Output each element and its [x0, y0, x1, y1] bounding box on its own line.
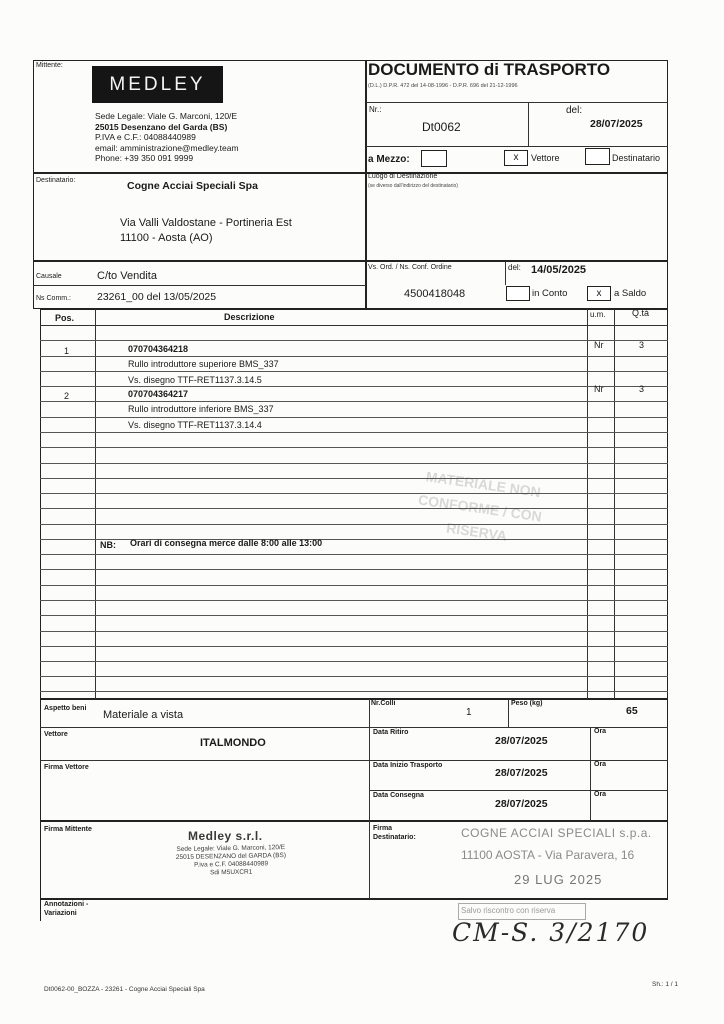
colli-value: 1: [466, 707, 472, 718]
company-stamp-name: Medley s.r.l.: [188, 829, 263, 843]
doc-title: DOCUMENTO di TRASPORTO: [368, 60, 611, 79]
order-number: 4500418048: [404, 288, 466, 300]
sender-line: Sede Legale: Viale G. Marconi, 120/E: [95, 111, 238, 121]
doc-number-label: Nr.:: [369, 105, 382, 114]
table-rule-line: [40, 691, 668, 692]
peso-label: Peso (kg): [511, 700, 543, 707]
company-stamp: [146, 844, 317, 879]
footer-sheet-number: Sh.: 1 / 1: [652, 981, 679, 988]
column-header-um: u.m.: [590, 310, 606, 319]
causale-value: C/to Vendita: [97, 270, 157, 282]
item-unit: Nr: [594, 340, 604, 350]
vettore-checkbox[interactable]: x: [504, 150, 528, 166]
vettore-value: ITALMONDO: [200, 737, 266, 749]
colli-label: Nr.Colli: [371, 700, 396, 707]
recipient-label: Destinatario:: [36, 177, 76, 184]
table-rule-line: [40, 600, 668, 601]
annotazioni-label: Annotazioni - Variazioni: [44, 901, 89, 917]
company-stamp-line: 25015 DESENZANO del GARDA (BS): [175, 852, 287, 861]
firma-destinatario-label: Firma Destinatario:: [373, 825, 416, 841]
table-rule-line: [40, 478, 668, 479]
a-saldo-checkbox[interactable]: x: [587, 286, 611, 301]
table-rule-line: [40, 371, 668, 372]
doc-law-reference: (D.L.) D.P.R. 472 del 14-08-1996 - D.P.R. 696 del 21-12-1996: [368, 83, 518, 89]
item-position: 2: [64, 391, 70, 401]
sender-line: 25015 Desenzano del Garda (BS): [95, 121, 228, 132]
ora-label: Ora: [594, 791, 607, 798]
mezzo-mittente-checkbox[interactable]: [421, 150, 447, 167]
doc-date: 28/07/2025: [590, 118, 643, 130]
table-rule-line: [40, 386, 668, 387]
item-unit: Nr: [594, 384, 604, 394]
consegna-label: Data Consegna: [373, 792, 424, 799]
item-quantity: 3: [639, 384, 645, 394]
ora-label: Ora: [594, 728, 607, 735]
commessa-value: 23261_00 del 13/05/2025: [97, 291, 217, 303]
nb-delivery-hours: Orari di consegna merce dalle 8:00 alle 13:00: [130, 538, 323, 548]
aspetto-value: Materiale a vista: [103, 709, 184, 721]
column-header-pos: Pos.: [55, 313, 75, 323]
handwritten-note: CM-S. 3/2170: [452, 918, 650, 947]
company-logo: MEDLEY: [92, 66, 223, 103]
firma-vettore-label: Firma Vettore: [44, 764, 89, 771]
table-rule-line: [40, 646, 668, 647]
table-rule-line: [40, 356, 668, 357]
destinatario-checkbox[interactable]: [585, 148, 610, 165]
table-rule-line: [40, 661, 668, 662]
table-rule-line: [40, 417, 668, 418]
table-rule-line: [40, 676, 668, 677]
table-rule-line: [40, 401, 668, 402]
sender-line: P.IVA e C.F.: 04088440989: [95, 132, 196, 142]
destination-label: Luogo di Destinazione: [368, 173, 438, 180]
receiver-stamp-date: 29 LUG 2025: [514, 872, 603, 887]
table-rule-line: [40, 432, 668, 433]
item-description: Rullo introduttore inferiore BMS_337: [128, 404, 274, 414]
table-rule-line: [40, 585, 668, 586]
column-header-qty: Q.tà: [632, 308, 650, 318]
receiver-stamp-address: 11100 AOSTA - Via Paravera, 16: [461, 848, 635, 862]
sender-label: Mittente:: [36, 62, 63, 69]
table-rule-line: [40, 447, 668, 448]
ritiro-value: 28/07/2025: [495, 735, 548, 747]
a-saldo-label: a Saldo: [614, 288, 647, 299]
company-stamp-line: P.iva e C.F. 04088440989: [194, 860, 269, 869]
inizio-trasporto-value: 28/07/2025: [495, 767, 548, 779]
column-header-description: Descrizione: [224, 312, 275, 322]
ora-label: Ora: [594, 761, 607, 768]
receiver-stamp-note: Salvo riscontro con riserva: [461, 906, 556, 915]
peso-value: 65: [626, 705, 638, 717]
table-rule-line: [40, 524, 668, 525]
causale-label: Causale: [36, 273, 62, 280]
order-label: Vs. Ord. / Ns. Conf. Ordine: [368, 264, 452, 271]
recipient-city: 11100 - Aosta (AO): [120, 232, 213, 244]
sender-line: email: amministrazione@medley.team: [95, 142, 239, 153]
order-date: 14/05/2025: [531, 264, 587, 276]
vettore-option-label: Vettore: [531, 153, 560, 163]
table-rule-line: [40, 463, 668, 464]
footer-file-name: Dt0062-00_BOZZA - 23261 - Cogne Acciai Speciali Spa: [44, 986, 205, 993]
table-rule-line: [40, 340, 668, 341]
company-stamp-line: Sede Legale: Viale G. Marconi, 120/E: [176, 844, 286, 853]
doc-date-label: del:: [566, 105, 583, 116]
item-drawing: Vs. disegno TTF-RET1137.3.14.5: [128, 375, 262, 385]
destination-sublabel: (se diverso dall'indirizzo del destinatario): [368, 183, 458, 189]
nb-label: NB:: [100, 540, 116, 550]
in-conto-checkbox[interactable]: [506, 286, 530, 301]
item-position: 1: [64, 346, 70, 356]
table-rule-line: [40, 508, 668, 509]
item-quantity: 3: [639, 340, 645, 350]
item-description: Rullo introduttore superiore BMS_337: [128, 359, 279, 369]
faded-stamp: MATERIALE NON CONFORME / CON RISERVA: [417, 468, 543, 544]
table-rule-line: [40, 615, 668, 616]
item-code: 070704364217: [128, 389, 189, 399]
sender-address: [95, 111, 239, 164]
mezzo-label: a Mezzo:: [368, 154, 410, 165]
item-drawing: Vs. disegno TTF-RET1137.3.14.4: [128, 420, 262, 430]
recipient-address: Via Valli Valdostane - Portineria Est: [120, 217, 292, 229]
item-code: 070704364218: [128, 344, 189, 354]
company-stamp-line: Sdi M5UXCR1: [210, 868, 253, 877]
vettore-label: Vettore: [44, 731, 68, 738]
ritiro-label: Data Ritiro: [373, 729, 409, 736]
table-rule-line: [40, 631, 668, 632]
table-rule-line: [40, 493, 668, 494]
receiver-stamp-company: COGNE ACCIAI SPECIALI s.p.a.: [461, 826, 652, 840]
commessa-label: Ns Comm.:: [36, 295, 71, 302]
doc-number: Dt0062: [422, 120, 461, 134]
in-conto-label: in Conto: [532, 288, 568, 299]
destinatario-option-label: Destinatario: [612, 153, 661, 163]
consegna-value: 28/07/2025: [495, 798, 548, 810]
order-date-label: del:: [508, 263, 521, 272]
table-rule-line: [40, 569, 668, 570]
aspetto-label: Aspetto beni: [44, 705, 87, 712]
sender-line: Phone: +39 350 091 9999: [95, 153, 194, 163]
table-rule-line: [40, 554, 668, 555]
inizio-trasporto-label: Data Inizio Trasporto: [373, 762, 443, 769]
firma-mittente-label: Firma Mittente: [44, 826, 92, 833]
recipient-name: Cogne Acciai Speciali Spa: [127, 180, 258, 192]
